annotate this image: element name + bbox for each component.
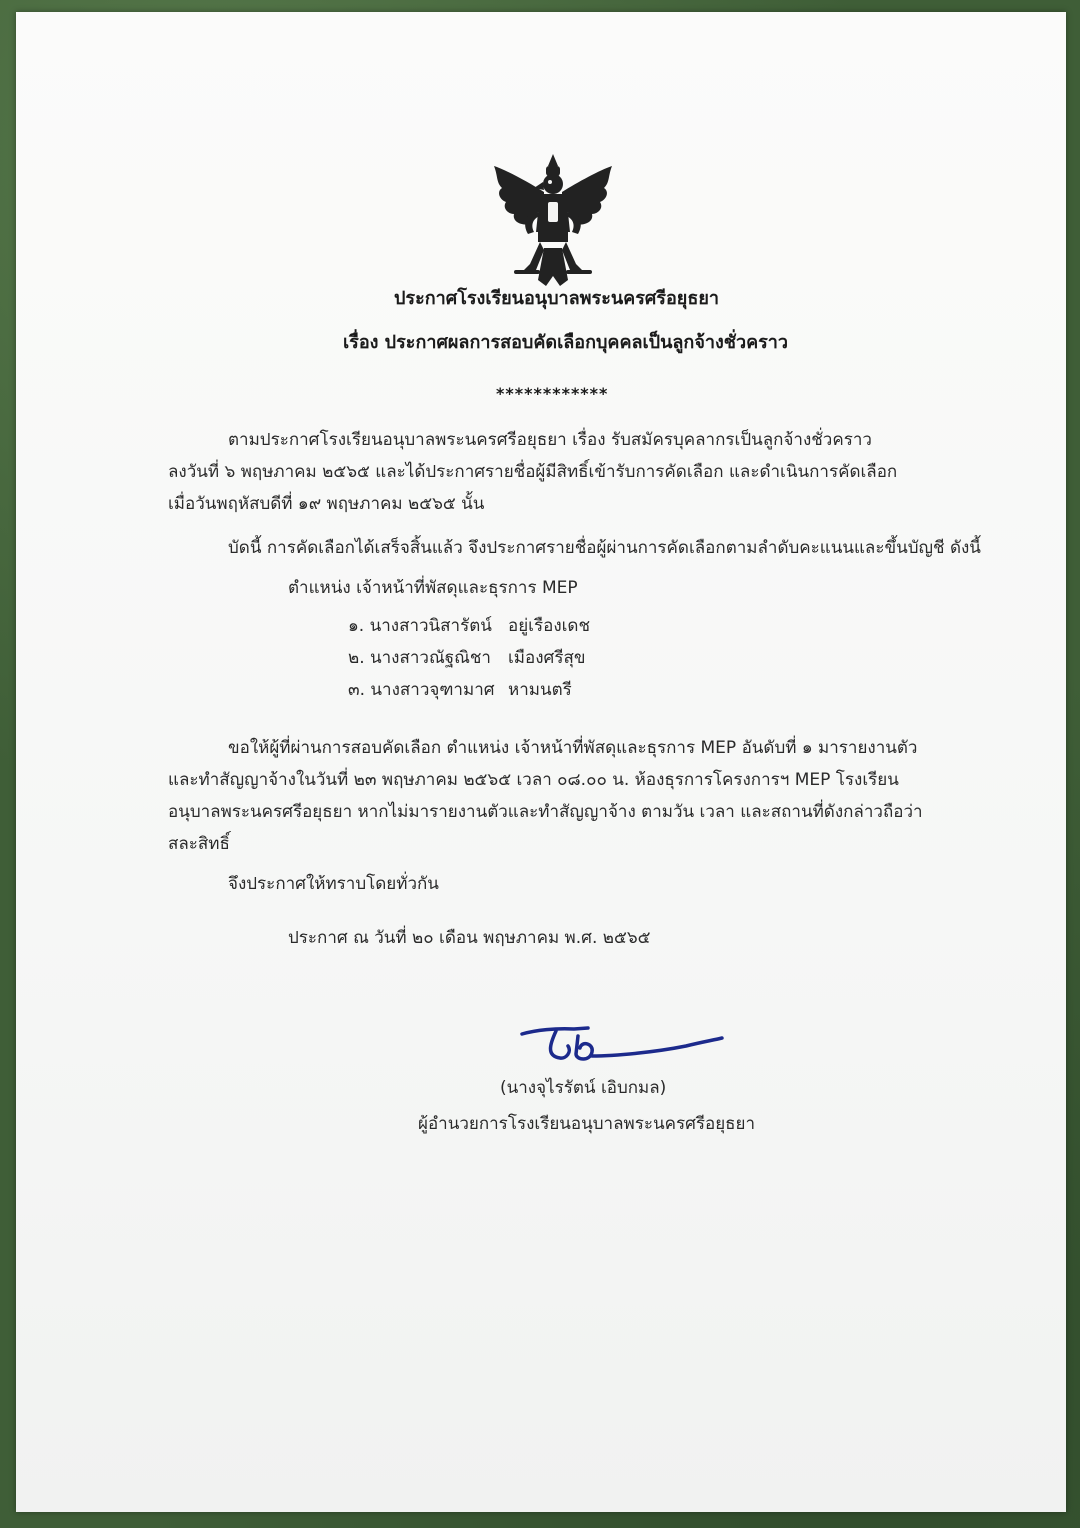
document-subject: เรื่อง ประกาศผลการสอบคัดเลือกบุคคลเป็นลูกจ้างชั่วคราว bbox=[343, 332, 789, 353]
garuda-emblem-icon bbox=[488, 152, 618, 290]
candidate-1-last-name: อยู่เรืองเดช bbox=[508, 616, 591, 636]
signatory-title: ผู้อำนวยการโรงเรียนอนุบาลพระนครศรีอยุธยา bbox=[418, 1114, 756, 1134]
document-title: ประกาศโรงเรียนอนุบาลพระนครศรีอยุธยา bbox=[394, 288, 719, 309]
candidate-1-first-name: ๑. นางสาวนิสารัตน์ bbox=[348, 616, 492, 636]
document-page bbox=[16, 12, 1066, 1512]
announcement-date: ประกาศ ณ วันที่ ๒๐ เดือน พฤษภาคม พ.ศ. ๒๕๖๕ bbox=[288, 928, 651, 948]
signatory-name: (นางจุไรรัตน์ เอิบกมล) bbox=[500, 1078, 667, 1098]
paragraph-1-line-1: ตามประกาศโรงเรียนอนุบาลพระนครศรีอยุธยา เรื่อง รับสมัครบุคลากรเป็นลูกจ้างชั่วคราว bbox=[228, 430, 872, 450]
candidate-2-first-name: ๒. นางสาวณัฐณิชา bbox=[348, 648, 491, 668]
paragraph-1-line-2: ลงวันที่ ๖ พฤษภาคม ๒๕๖๕ และได้ประกาศรายชื่อผู้มีสิทธิ์เข้ารับการคัดเลือก และดำเนินการคัดเลือก bbox=[168, 462, 898, 482]
separator-line: ************ bbox=[496, 384, 609, 403]
paragraph-2: บัดนี้ การคัดเลือกได้เสร็จสิ้นแล้ว จึงประกาศรายชื่อผู้ผ่านการคัดเลือกตามลำดับคะแนนและขึ้นบัญชี ดังนี้ bbox=[228, 538, 981, 558]
paragraph-1-line-3: เมื่อวันพฤหัสบดีที่ ๑๙ พฤษภาคม ๒๕๖๕ นั้น bbox=[168, 494, 485, 514]
paragraph-3-line-3: อนุบาลพระนครศรีอยุธยา หากไม่มารายงานตัวและทำสัญญาจ้าง ตามวัน เวลา และสถานที่ดังกล่าวถือว่า bbox=[168, 802, 923, 822]
paragraph-3-line-2: และทำสัญญาจ้างในวันที่ ๒๓ พฤษภาคม ๒๕๖๕ เวลา ๐๘.๐๐ น. ห้องธุรการโครงการฯ MEP โรงเรียน bbox=[168, 770, 899, 790]
signature-mark bbox=[516, 1022, 736, 1082]
candidate-2-last-name: เมืองศรีสุข bbox=[508, 648, 586, 668]
candidate-3-first-name: ๓. นางสาวจุฑามาศ bbox=[348, 680, 495, 700]
paragraph-3-line-4: สละสิทธิ์ bbox=[168, 834, 230, 854]
candidate-3-last-name: หามนตรี bbox=[508, 680, 572, 700]
position-label: ตำแหน่ง เจ้าหน้าที่พัสดุและธุรการ MEP bbox=[288, 578, 578, 598]
paragraph-3-line-1: ขอให้ผู้ที่ผ่านการสอบคัดเลือก ตำแหน่ง เจ้าหน้าที่พัสดุและธุรการ MEP อันดับที่ ๑ มารายงานตัว bbox=[228, 738, 918, 758]
closing-statement: จึงประกาศให้ทราบโดยทั่วกัน bbox=[228, 874, 439, 894]
